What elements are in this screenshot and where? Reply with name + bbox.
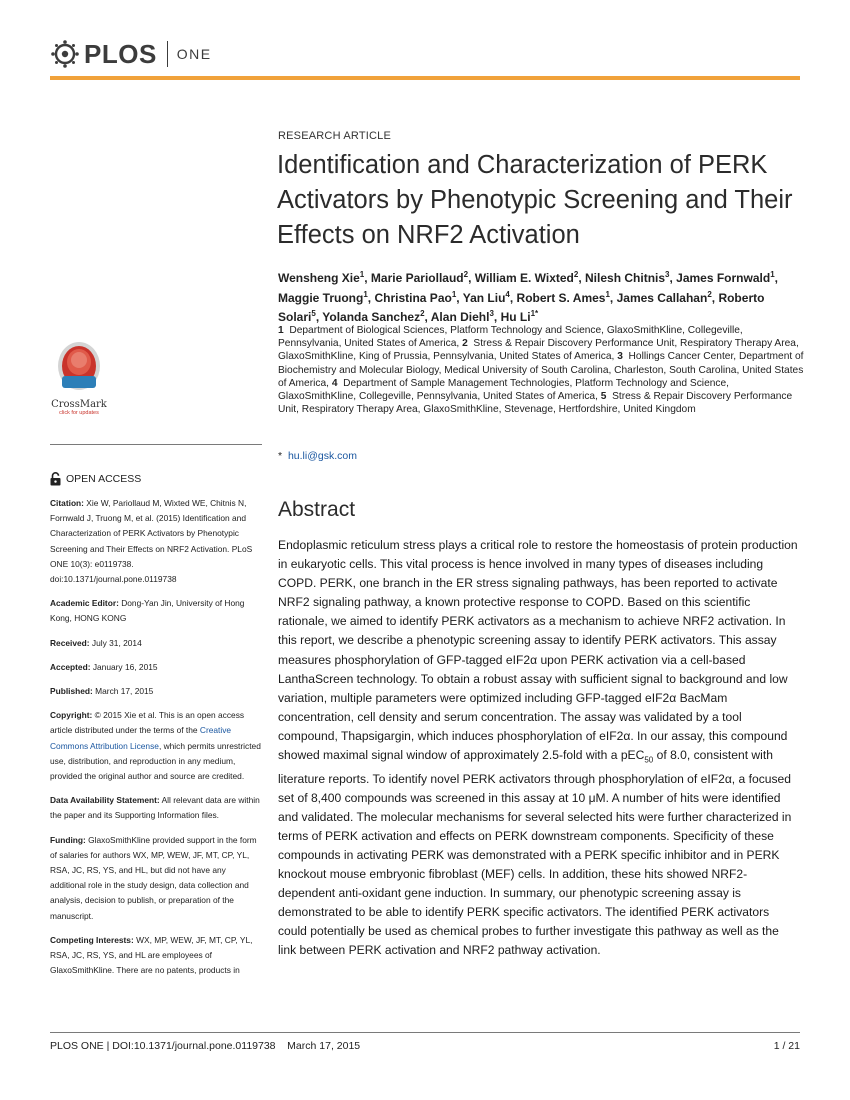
accepted-label: Accepted: — [50, 661, 91, 672]
footer-divider — [50, 1032, 800, 1033]
license-link[interactable]: Creative Commons Attribution License — [50, 725, 232, 751]
editor-text: Dong-Yan Jin, University of Hong Kong, HONG KONG — [50, 598, 245, 624]
author-affiliation-marker: 1 — [770, 270, 775, 279]
data-availability-text: All relevant data are within the paper and its Supporting Information files. — [50, 795, 260, 821]
author-affiliation-marker: 1 — [451, 289, 457, 299]
plos-one-logo[interactable] — [50, 38, 212, 70]
citation-block — [50, 496, 262, 587]
logo-brand: PLOS — [84, 38, 157, 69]
crossmark-badge[interactable] — [48, 338, 110, 416]
article-title: Identification and Characterization of PERK Activators by Phenotypic Screening and Their Effects on NRF2 Activation — [277, 151, 793, 249]
published-label: Published: — [50, 686, 93, 697]
data-availability-block — [50, 793, 262, 823]
author-list: Wensheng Xie$^1$, Marie Pariollaud$^2$, William E. Wixted$^2$, Nilesh Chitnis$^3$, James Fornwald$^1$, Maggie Truong$^1$, Christina Pao$^1$, Yan Liu$^4$, Robert S. Ames$^1$, James Callahan$^2$, Roberto Solari$^5$, Yolanda Sanchez$^2$, Alan Diehl$^3$, Hu $Li^{1*}$ — [278, 270, 778, 324]
abstract-subscript: 50 — [644, 755, 654, 765]
published-text: March 17, 2015 — [95, 686, 154, 697]
citation-text: Xie W, Pariollaud M, Wixted WE, Chitnis N, Fornwald J, Truong M, et al. (2015) Identification and Characterization of PERK Activators by Phenotypic Screening and Their Effects on NRF2 Activation. PLoS ONE 10(3): e0119738. doi:10.1371/journal.pone.0119738 — [50, 498, 253, 585]
affiliation-text: Stress & Repair Discovery Performance Unit, Respiratory Therapy Area, GlaxoSmithKline, Stevenage, Hertfordshire, United Kingdom — [278, 391, 793, 416]
author-name: Maggie Truong — [278, 290, 364, 305]
editor-label: Academic Editor: — [50, 598, 119, 609]
accepted-block — [50, 660, 262, 675]
funding-label: Funding: — [50, 834, 86, 845]
author-affiliation-marker: 1 — [363, 289, 368, 299]
affiliation-list — [278, 324, 808, 416]
author-affiliation-marker: 4 — [505, 289, 510, 299]
abstract-text-part1: Endoplasmic reticulum stress plays a critical role to restore the homeostasis of protein production in eukaryotic cells. This vital process is hence involved in many types of diseases including COPD. PERK, one branch in the ER stress signaling pathways, has been reported to activate NRF2 signaling pathway, a known protective response to COPD. Based on this scientific rationale, we aimed to identify PERK activators as a mechanism to achieve NRF2 activation. In this report, we describe a phenotypic screening assay to identify PERK activators. This assay measures phosphorylation of GFP-tagged eIF2α upon PERK activation via a cell-based LanthaScreen technology. To obtain a robust assay with sufficient signal to background and low variation, multiple parameters were optimized including GFP-tagged eIF2α BacMam concentration, cell density and serum concentration. The assay was validated by a tool compound, Thapsigargin, which induces phosphorylation of eIF2α. In our assay, this compound showed maximal signal window of approximately 2.5-fold with a pEC — [278, 538, 798, 763]
published-block — [50, 684, 262, 699]
crossmark-label: CrossMark — [51, 399, 107, 410]
abstract-body — [278, 536, 798, 960]
affiliation-text: Department of Biological Sciences, Platform Technology and Science, GlaxoSmithKline, Collegeville, Pennsylvania, United States of America, — [278, 325, 743, 350]
author-name: Robert S. Ames — [516, 290, 606, 305]
crossmark-sublabel: click for updates — [59, 410, 99, 416]
author-affiliation-marker: 2 — [420, 309, 425, 318]
author-name: Roberto Solari — [278, 290, 765, 324]
open-access-badge — [50, 472, 141, 486]
plos-logo-icon — [50, 39, 80, 69]
crossmark-icon — [48, 338, 110, 398]
email-marker: * — [278, 450, 283, 462]
affiliation-text: Department of Sample Management Technologies, Platform Technology and Science, GlaxoSmithKline, Collegeville, Pennsylvania, United States of America, — [278, 377, 729, 403]
sidebar-divider — [50, 444, 262, 445]
author-affiliation-marker: 2 — [573, 270, 579, 279]
author-affiliation-marker: 5 — [311, 309, 316, 318]
funding-text: GlaxoSmithKline provided support in the form of salaries for authors WX, MP, WEW, JF, MT, CP, YL, RSA, JC, RS, YS, and HL, but did not have any additional role in the study design, data collection and analysis, decision to publish, or preparation of the manuscript. — [50, 834, 257, 921]
logo-divider — [167, 41, 168, 67]
author-affiliation-marker: 2 — [707, 289, 712, 299]
author-name: Wensheng Xie — [278, 271, 360, 285]
received-block — [50, 636, 262, 651]
logo-journal: ONE — [176, 46, 212, 62]
funding-block — [50, 833, 262, 924]
accepted-text: January 16, 2015 — [92, 661, 158, 672]
author-affiliation-marker: 1 — [359, 270, 365, 279]
author-name: Hu Li — [500, 310, 531, 324]
data-availability-label: Data Availability Statement: — [50, 795, 160, 806]
author-affiliation-marker: 3 — [489, 309, 494, 318]
copyright-block — [50, 708, 262, 784]
author-affiliation-marker: 2 — [463, 270, 469, 279]
abstract-heading: Abstract — [278, 498, 356, 521]
abstract-text-part2: of 8.0, consistent with literature reports. To identify novel PERK activators through phosphorylation of eIF2α, a focused set of 8,400 compounds was screened in this assay at 10 μM. A number of hits were identified and validated. The molecular mechanisms for several selected hits were further characterized in terms of PERK activation and effects on PERK downstream components. Specificity of these compounds in activating PERK was demonstrated with a PERK specific inhibitor and in PERK knockout mouse embryonic fibroblast (MEF) cells. In addition, these hits showed NRF2-dependent anti-oxidant gene induction. In summary, our phenotypic screening assay is demonstrated to be able to identify PERK specific activators. The identified PERK activators could potentially be used as chemical probes to further investigate this pathway as well as the link between PERK activation and NRF2 pathway activation. — [278, 748, 792, 958]
author-name: Marie Pariollaud — [370, 271, 464, 285]
affiliation-number: 4 — [331, 377, 338, 389]
citation-label: Citation: — [50, 498, 84, 508]
author-name: William E. Wixted — [474, 271, 574, 285]
author-affiliation-marker: 3 — [665, 270, 670, 279]
competing-label: Competing Interests: — [50, 934, 134, 945]
open-lock-icon — [50, 472, 61, 486]
author-affiliation-marker: 1 — [605, 289, 610, 299]
header-accent-bar — [50, 76, 800, 80]
received-label: Received: — [50, 637, 90, 648]
competing-text: WX, MP, WEW, JF, MT, CP, YL, RSA, JC, RS, YS, and HL are employees of GlaxoSmithKline. There are no patents, products in — [50, 934, 253, 976]
article-info-sidebar — [50, 496, 262, 987]
affiliation-number: 2 — [462, 338, 468, 350]
competing-interests-block — [50, 933, 262, 979]
author-name: James Callahan — [616, 290, 708, 305]
author-name: Alan Diehl — [430, 310, 490, 324]
copyright-pre: © 2015 Xie et al. This is an open access article distributed under the terms of the — [50, 710, 245, 736]
footer-citation: PLOS ONE | DOI:10.1371/journal.pone.0119738 March 17, 2015 — [50, 1040, 361, 1052]
author-name: Yolanda Sanchez — [322, 310, 421, 324]
affiliation-number: 3 — [617, 351, 623, 363]
affiliation-text: Stress & Repair Discovery Performance Unit, Respiratory Therapy Area, GlaxoSmithKline, King of Prussia, Pennsylvania, United States of America, — [278, 338, 799, 363]
affiliation-text: Hollings Cancer Center, Department of Biochemistry and Molecular Biology, Medical University of South Carolina, Charleston, South Carolina, United States of America, — [278, 351, 804, 389]
copyright-label: Copyright: — [50, 710, 93, 721]
author-name: Nilesh Chitnis — [585, 271, 666, 285]
copyright-post: , which permits unrestricted use, distribution, and reproduction in any medium, provided the original author and source are credited. — [50, 740, 261, 782]
author-name: Christina Pao — [374, 290, 452, 305]
article-type: RESEARCH ARTICLE — [278, 130, 392, 142]
author-name: James Fornwald — [676, 271, 771, 285]
corresponding-email — [278, 450, 357, 462]
author-affiliation-marker: 1* — [530, 309, 539, 318]
affiliation-number: 1 — [278, 325, 284, 336]
email-link[interactable]: hu.li@gsk.com — [287, 450, 357, 462]
page-number: 1 / 21 — [773, 1040, 800, 1052]
author-name: Yan Liu — [462, 290, 506, 305]
received-text: July 31, 2014 — [91, 637, 142, 648]
open-access-label: OPEN ACCESS — [66, 473, 142, 485]
editor-block — [50, 596, 262, 626]
affiliation-number: 5 — [600, 391, 607, 403]
